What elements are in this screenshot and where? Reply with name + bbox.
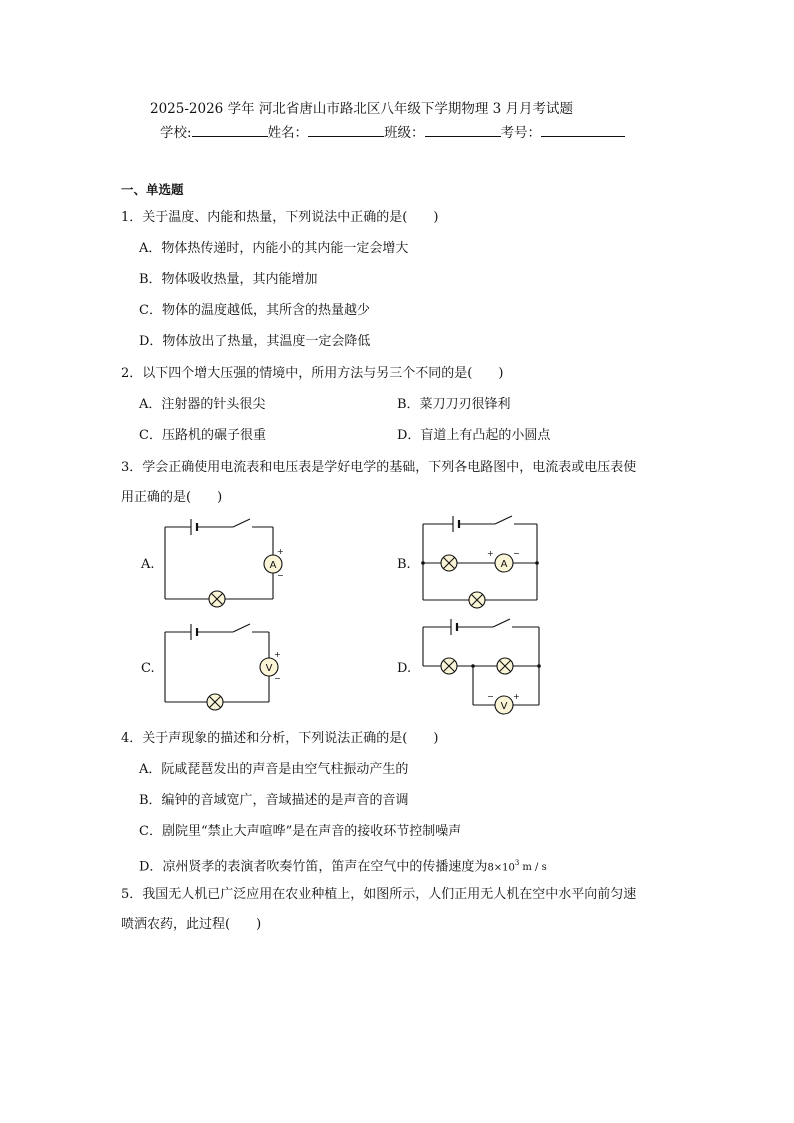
q4-option-d-text: D．凉州贤孝的表演者吹奏竹笛，笛声在空气中的传播速度为 [139,859,488,875]
section-title: 一、单选题 [121,182,184,197]
svg-text:+: + [487,549,494,558]
school-blank[interactable] [192,124,268,137]
q4-option-a[interactable]: A．阮咸琵琶发出的声音是由空气柱振动产生的 [139,762,409,777]
svg-text:+: + [513,692,520,701]
svg-text:−: − [274,674,281,683]
q5-stem-line2: 喷洒农药，此过程( ) [121,917,262,932]
q4-stem: 4．关于声现象的描述和分析，下列说法正确的是( ) [121,731,439,746]
q1-option-d[interactable]: D．物体放出了热量，其温度一定会降低 [139,334,371,349]
svg-text:−: − [277,571,284,580]
q5-stem-line1: 5．我国无人机已广泛应用在农业种植上，如图所示，人们正用无人机在空中水平向前匀速 [121,887,637,902]
lamp-icon [209,591,225,607]
name-blank[interactable] [308,124,384,137]
exam-number-label: 考号： [500,125,542,141]
exam-number-blank[interactable] [541,124,625,137]
q3-option-d-label[interactable]: D. [397,661,412,676]
q4-option-b[interactable]: B．编钟的音域宽广，音域描述的是声音的音调 [139,793,409,808]
svg-text:−: − [487,692,494,701]
svg-text:−: − [513,549,520,558]
exam-title: 2025-2026 学年 河北省唐山市路北区八年级下学期物理 3 月月考试题 [150,101,574,117]
q1-stem: 1．关于温度、内能和热量，下列说法中正确的是( ) [121,210,439,225]
voltmeter-icon [495,696,513,714]
lamp-icon [469,592,485,608]
lamp-icon [497,658,513,674]
q1-option-b[interactable]: B．物体吸收热量，其内能增加 [139,272,318,287]
circuit-a-diagram[interactable] [160,515,295,610]
q1-option-a[interactable]: A．物体热传递时，内能小的其内能一定会增大 [139,241,409,256]
q2-option-b[interactable]: B．菜刀刀刃很锋利 [397,397,511,412]
q2-option-c[interactable]: C．压路机的碾子很重 [139,428,266,443]
speed-unit: m / s [522,862,547,874]
svg-text:A: A [269,560,277,571]
class-label: 班级： [384,125,425,141]
q4-option-c[interactable]: C．剧院里“禁止大声喧哗”是在声音的接收环节控制噪声 [139,824,462,839]
school-label: 学校: [160,125,192,141]
name-label: 姓名： [267,125,309,141]
q3-option-a-label[interactable]: A. [141,557,155,572]
lamp-icon [441,555,457,571]
svg-text:V: V [265,663,273,674]
circuit-b-diagram[interactable] [415,512,550,612]
circuit-d-diagram[interactable] [415,615,550,720]
q3-stem-line2: 用正确的是( ) [121,490,223,505]
lamp-icon [207,694,223,710]
q1-option-c[interactable]: C．物体的温度越低，其所含的热量越少 [139,303,370,318]
svg-text:A: A [500,559,508,570]
circuit-c-diagram[interactable] [160,620,295,715]
ammeter-icon [495,554,513,572]
q4-option-d[interactable] [139,855,547,876]
q2-option-a[interactable]: A．注射器的针头很尖 [139,397,266,412]
student-info-line [160,124,625,141]
q3-option-c-label[interactable]: C. [141,661,155,676]
speed-exponent: 3 [514,859,520,867]
q3-option-b-label[interactable]: B. [397,557,411,572]
class-blank[interactable] [425,124,501,137]
lamp-icon [441,658,457,674]
q2-option-d[interactable]: D．盲道上有凸起的小圆点 [397,428,551,443]
svg-text:V: V [500,701,508,712]
svg-text:+: + [274,650,281,659]
q3-stem-line1: 3．学会正确使用电流表和电压表是学好电学的基础，下列各电路图中，电流表或电压表使 [121,460,637,475]
svg-text:+: + [277,547,284,556]
q2-stem: 2．以下四个增大压强的情境中，所用方法与另三个不同的是( ) [121,366,504,381]
speed-value: 8×10 [487,862,515,874]
